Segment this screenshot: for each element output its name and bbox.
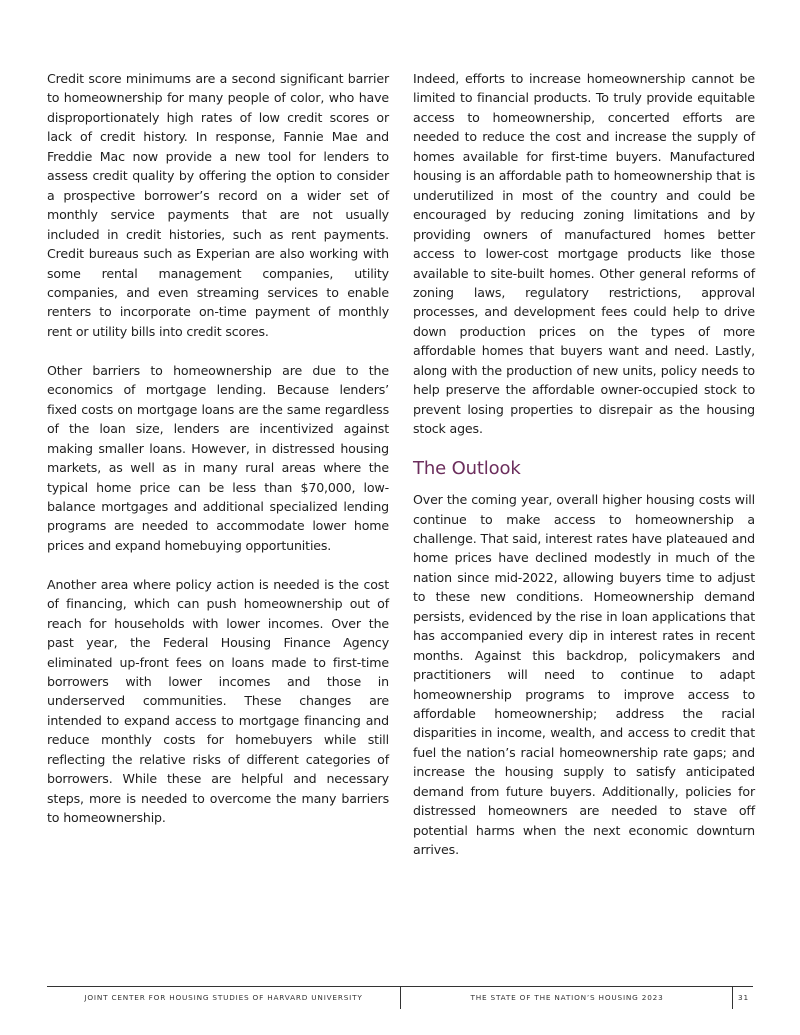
paragraph-housing-supply: Indeed, efforts to increase homeownership cannot be limited to financial products. To truly provide equitable access to homeownership, concerted efforts are needed to reduce the cost and increase the supply of homes available for first-time buyers. Manufactured housing is an affordable path to homeownership that is underutilized in most of the country and could be encouraged by reducing zoning limitations and by providing owners of manufactured homes better access to lower-cost mortgage products like those available to site-built homes. Other general reforms of zoning laws, regulatory restrictions, approval processes, and development fees could help to drive down production prices on the types of more affordable homes that buyers want and need. Lastly, along with the production of new units, policy needs to help preserve the affordable owner-occupied stock to prevent losing properties to disrepair as the housing stock ages. bbox=[413, 71, 755, 437]
left-column bbox=[47, 69, 389, 847]
paragraph-financing-cost: Another area where policy action is needed is the cost of financing, which can push homeownership out of reach for households with lower incomes. Over the past year, the Federal Housing Finance Agency eliminated up-front fees on loans made to first-time borrowers with lower incomes and those in underserved communities. These changes are intended to expand access to mortgage financing and reduce monthly costs for homebuyers while still reflecting the relative risks of different categories of borrowers. While these are helpful and necessary steps, more is needed to overcome the many barriers to homeownership. bbox=[47, 576, 389, 826]
section-heading-outlook: The Outlook bbox=[413, 458, 521, 480]
footer-organization: JOINT CENTER FOR HOUSING STUDIES OF HARVARD UNIVERSITY bbox=[47, 987, 401, 1009]
paragraph-outlook: Over the coming year, overall higher housing costs will continue to make access to homeownership a challenge. That said, interest rates have plateaued and home prices have declined modestly in much of the nation since mid-2022, allowing buyers time to adjust to these new conditions. Homeownership demand persists, evidenced by the rise in loan applications that has accompanied every dip in interest rates in recent months. Against this backdrop, policymakers and practitioners will need to continue to adapt homeownership programs to improve access to affordable homeownership; address the racial disparities in income, wealth, and access to credit that fuel the nation’s racial homeownership rate gaps; and increase the housing supply to satisfy anticipated demand from future buyers. Additionally, policies for distressed homeowners are needed to stave off potential harms when the next economic downturn arrives. bbox=[413, 492, 755, 858]
page-number: 31 bbox=[738, 993, 749, 1002]
right-column bbox=[413, 69, 755, 879]
paragraph-credit-scores: Credit score minimums are a second significant barrier to homeownership for many people of color, who have disproportionately high rates of low credit scores or lack of credit history. In response, Fannie Mae and Freddie Mac now provide a new tool for lenders to assess credit quality by offering the option to consider a prospective borrower’s record on a wider set of monthly service payments that are not usually included in credit histories, such as rent payments. Credit bureaus such as Experian are also working with some rental management companies, utility companies, and even streaming services to enable renters to incorporate on-time payment of monthly rent or utility bills into credit scores. bbox=[47, 71, 389, 339]
paragraph-mortgage-economics: Other barriers to homeownership are due to the economics of mortgage lending. Because lenders’ fixed costs on mortgage loans are the same regardless of the loan size, lenders are incentivized against making smaller loans. However, in distressed housing markets, as well as in many rural areas where the typical home price can be less than $70,000, low-balance mortgages and additional specialized lending programs are needed to accommodate lower home prices and expand homebuying opportunities. bbox=[47, 362, 389, 553]
footer-publication-title: THE STATE OF THE NATION’S HOUSING 2023 bbox=[402, 987, 733, 1009]
page-footer bbox=[47, 986, 753, 1009]
